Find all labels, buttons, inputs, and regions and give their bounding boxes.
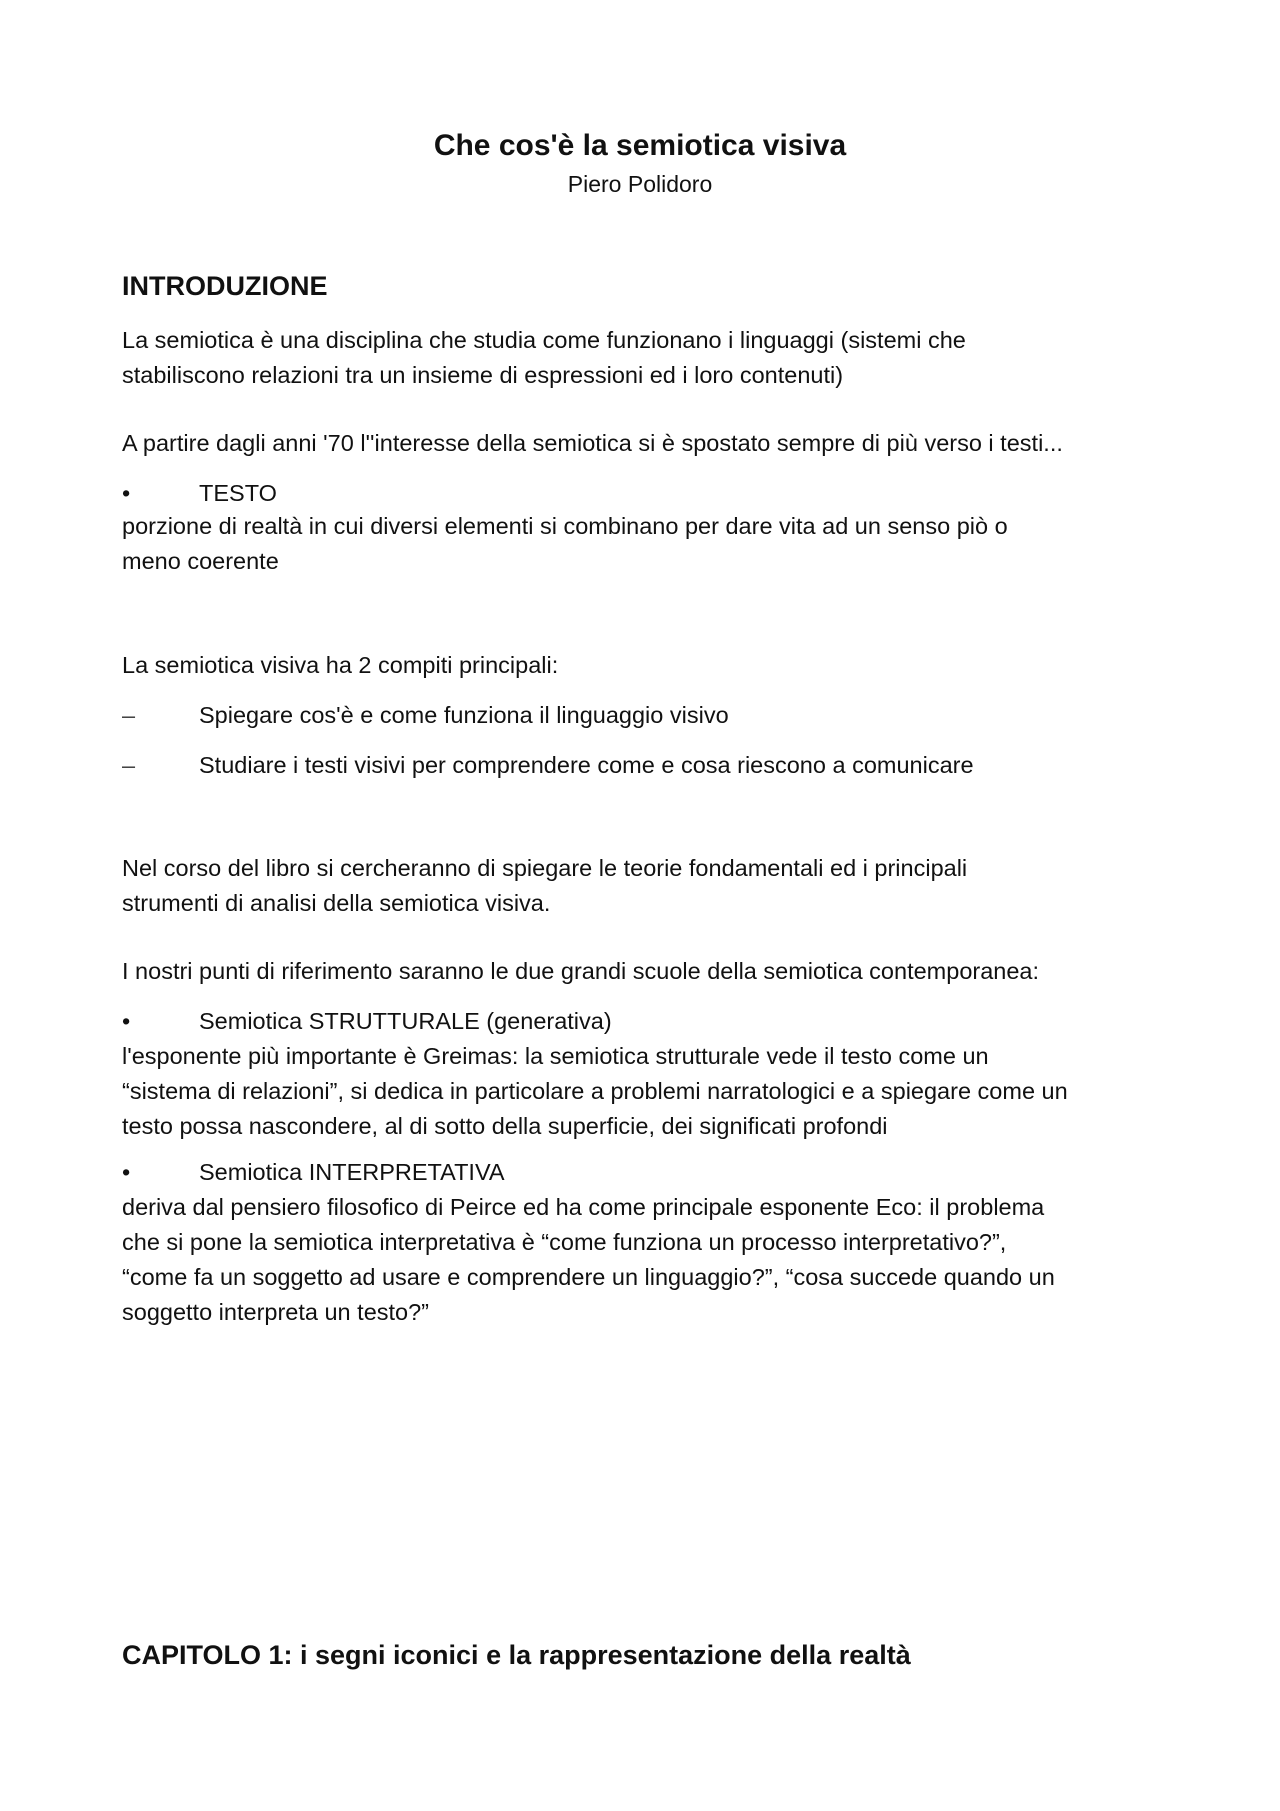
school-interpretive-description — [122, 1190, 1172, 1330]
text-line: “sistema di relazioni”, si dedica in particolare a problemi narratologici e a spiegare come un — [122, 1078, 1068, 1104]
text-line: testo possa nascondere, al di sotto della superficie, dei significati profondi — [122, 1113, 888, 1139]
bullet-icon: • — [122, 1159, 131, 1185]
text-line: Nel corso del libro si cercheranno di spiegare le teorie fondamentali ed i principali — [122, 855, 968, 881]
document-author: Piero Polidoro — [567, 171, 713, 197]
text-line: strumenti di analisi della semiotica visiva. — [122, 890, 551, 916]
text-line: stabiliscono relazioni tra un insieme di espressioni ed i loro contenuti) — [122, 362, 844, 388]
task-item: Spiegare cos'è e come funziona il linguaggio visivo — [199, 702, 729, 728]
text-line: che si pone la semiotica interpretativa è “come funziona un processo interpretativo?”, — [122, 1229, 1007, 1255]
text-line: “come fa un soggetto ad usare e comprendere un linguaggio?”, “cosa succede quando un — [122, 1264, 1055, 1290]
text-line: meno coerente — [122, 548, 279, 574]
book-scope-paragraph — [122, 851, 1172, 921]
bullet-icon: • — [122, 480, 131, 506]
bullet-icon: • — [122, 1008, 131, 1034]
school-interpretive-label: Semiotica INTERPRETATIVA — [199, 1159, 505, 1185]
texts-shift-paragraph: A partire dagli anni '70 l''interesse della semiotica si è spostato sempre di più verso i testi... — [122, 430, 1063, 456]
text-line: porzione di realtà in cui diversi elementi si combinano per dare vita ad un senso piò o — [122, 513, 1008, 539]
task-item: Studiare i testi visivi per comprendere come e cosa riescono a comunicare — [199, 752, 974, 778]
dash-icon: – — [122, 752, 136, 778]
text-line: soggetto interpreta un testo?” — [122, 1299, 430, 1325]
document-title: Che cos'è la semiotica visiva — [433, 129, 847, 162]
text-line: l'esponente più importante è Greimas: la semiotica strutturale vede il testo come un — [122, 1043, 989, 1069]
intro-heading: INTRODUZIONE — [122, 271, 328, 301]
testo-label: TESTO — [199, 480, 277, 506]
tasks-intro: La semiotica visiva ha 2 compiti principali: — [122, 652, 559, 678]
intro-paragraph — [122, 323, 1172, 393]
school-structural-label: Semiotica STRUTTURALE (generativa) — [199, 1008, 612, 1034]
school-structural-description — [122, 1039, 1172, 1144]
chapter-heading: CAPITOLO 1: i segni iconici e la rappresentazione della realtà — [122, 1640, 911, 1670]
text-line: La semiotica è una disciplina che studia come funzionano i linguaggi (sistemi che — [122, 327, 966, 353]
testo-definition — [122, 509, 1172, 579]
text-line: deriva dal pensiero filosofico di Peirce ed ha come principale esponente Eco: il problema — [122, 1194, 1045, 1220]
schools-intro: I nostri punti di riferimento saranno le due grandi scuole della semiotica contemporanea: — [122, 958, 1040, 984]
dash-icon: – — [122, 702, 136, 728]
